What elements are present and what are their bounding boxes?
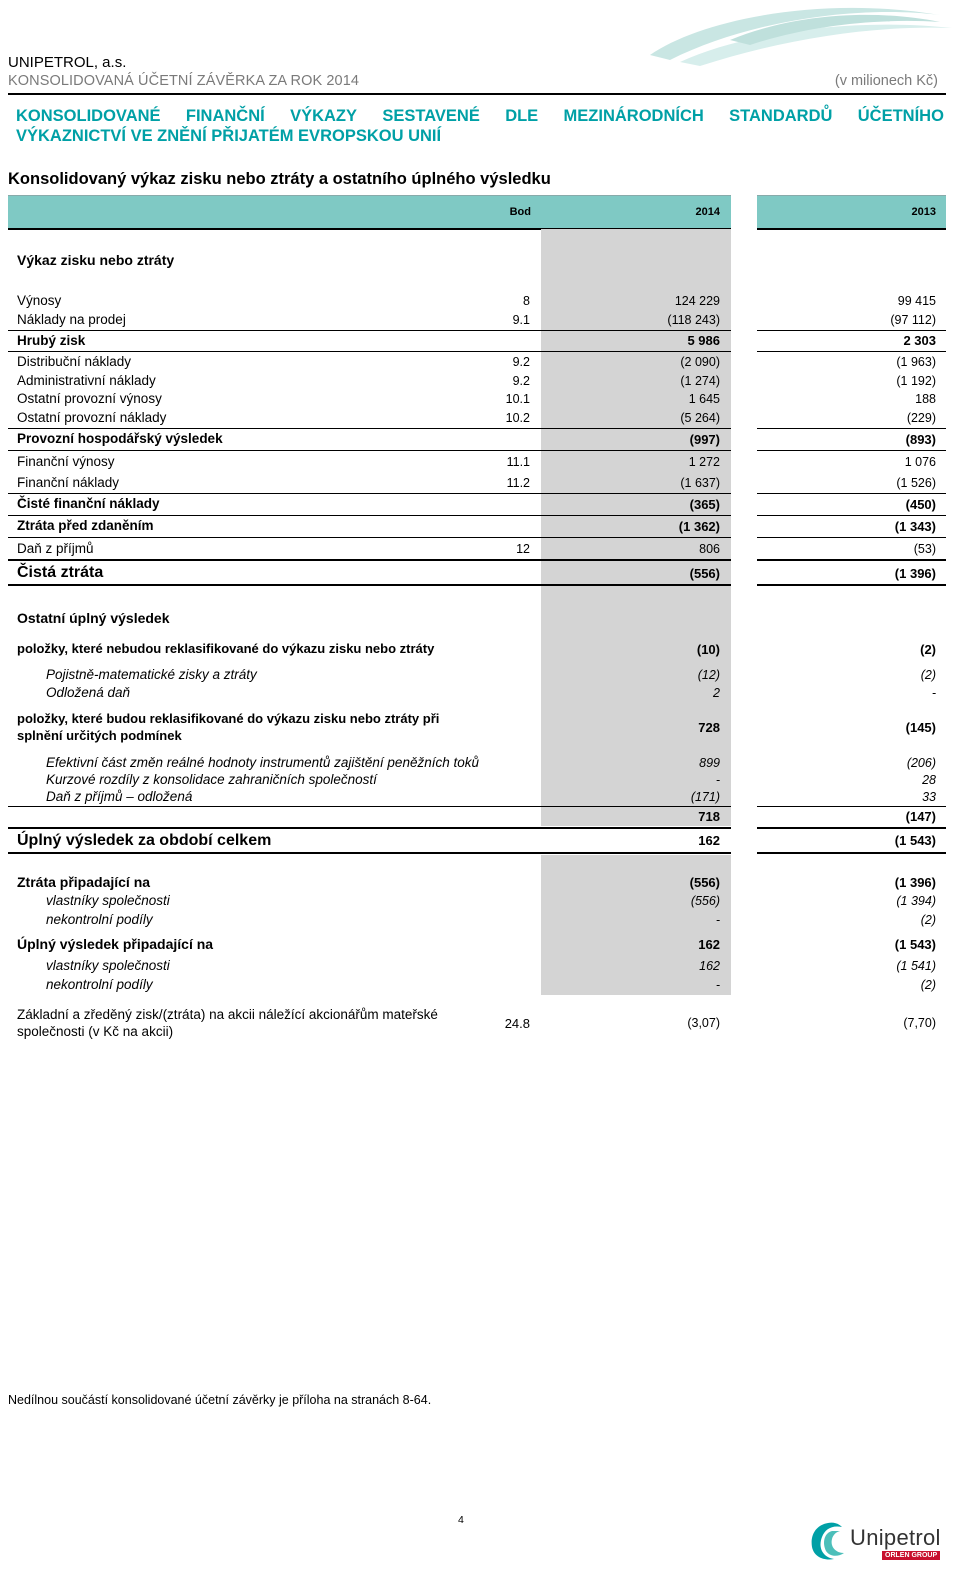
section-heading-line2: VÝKAZNICTVÍ VE ZNĚNÍ PŘIJATÉM EVROPSKOU UNIÍ: [16, 127, 442, 145]
row-value-2014: (3,07): [687, 1016, 720, 1030]
row-note: 9.1: [512, 313, 530, 327]
unipetrol-logo: [806, 1505, 946, 1565]
row-rule: [8, 584, 731, 586]
row-rule: [757, 351, 946, 352]
row-value-2014: (5 264): [680, 411, 720, 425]
row-label: Hrubý zisk: [17, 333, 86, 348]
row-rule: [8, 330, 731, 331]
row-value-2013: (1 396): [894, 566, 936, 581]
row-value-2013: (1 543): [894, 937, 936, 952]
row-label: Pojistně-matematické zisky a ztráty: [46, 667, 257, 682]
row-value-2013: (2): [920, 978, 936, 992]
row-rule: [8, 852, 731, 854]
row-value-2013: 1 076: [904, 455, 936, 469]
row-value-2014: (365): [689, 497, 720, 512]
row-value-2013: 188: [915, 392, 936, 406]
row-rule: [757, 537, 946, 538]
row-label: Úplný výsledek připadající na: [17, 936, 214, 952]
row-value-2014: (556): [689, 875, 720, 890]
row-value-2014: (997): [689, 432, 720, 447]
row-note: 24.8: [504, 1016, 530, 1031]
row-rule: [8, 428, 731, 429]
report-title: KONSOLIDOVANÁ ÚČETNÍ ZÁVĚRKA ZA ROK 2014: [8, 73, 360, 89]
row-value-2013: (2): [920, 668, 936, 682]
row-value-2013: (1 192): [896, 374, 936, 388]
row-rule: [757, 806, 946, 807]
row-note: 9.2: [512, 355, 530, 369]
row-label: Ztráta připadající na: [17, 874, 151, 890]
row-value-2014: (118 243): [667, 313, 720, 327]
row-note: 12: [516, 542, 530, 556]
row-rule: [757, 852, 946, 854]
row-note: 8: [523, 294, 530, 308]
row-value-2013: (1 526): [896, 476, 936, 490]
row-value-2014: 1 272: [688, 455, 720, 469]
row-label: Čisté finanční náklady: [17, 496, 160, 511]
row-value-2014: (556): [689, 566, 720, 581]
row-label: nekontrolní podíly: [46, 912, 153, 927]
row-value-2013: -: [931, 686, 936, 700]
footer-note: Nedílnou součástí konsolidované účetní závěrky je příloha na stranách 8-64.: [8, 1393, 432, 1407]
table-header-left: [8, 195, 731, 230]
logo-tag: ORLEN GROUP: [882, 1551, 940, 1560]
row-rule: [8, 351, 731, 352]
row-value-2014: 899: [699, 756, 720, 770]
row-label: Efektivní část změn reálné hodnoty instrumentů zajištění peněžních toků: [46, 755, 479, 770]
row-value-2014: (10): [696, 642, 720, 657]
row-rule: [8, 515, 731, 516]
row-rule: [757, 559, 946, 561]
row-label: Finanční výnosy: [17, 454, 115, 469]
row-label-cont: splnění určitých podmínek: [17, 728, 182, 743]
row-rule: [757, 827, 946, 829]
row-label: Provozní hospodářský výsledek: [17, 431, 223, 446]
row-label: položky, které budou reklasifikované do výkazu zisku nebo ztráty při: [17, 711, 440, 726]
row-value-2013: 33: [922, 790, 936, 804]
row-value-2013: (206): [906, 756, 936, 770]
row-value-2014: 124 229: [674, 294, 720, 308]
row-value-2013: (7,70): [903, 1016, 936, 1030]
row-label: Náklady na prodej: [17, 312, 126, 327]
row-rule: [8, 537, 731, 538]
row-label: Ostatní provozní náklady: [17, 410, 167, 425]
row-label: Finanční náklady: [17, 475, 120, 490]
row-note: 11.1: [506, 455, 530, 469]
section-heading: [16, 106, 944, 146]
row-label: Výkaz zisku nebo ztráty: [17, 252, 175, 268]
logo-swirl-icon: [808, 1519, 848, 1563]
row-value-2013: (2): [920, 642, 936, 657]
row-value-2014: 2: [713, 686, 720, 700]
row-value-2013: (1 343): [894, 519, 936, 534]
row-value-2013: (1 963): [896, 355, 936, 369]
row-value-2013: 99 415: [897, 294, 936, 308]
row-label-cont: společnosti (v Kč na akcii): [17, 1024, 174, 1039]
row-value-2014: 728: [698, 720, 720, 735]
header-rule: [8, 93, 946, 95]
row-label: Čistá ztráta: [17, 564, 104, 581]
row-label: Úplný výsledek za období celkem: [17, 832, 272, 849]
logo-name: Unipetrol: [850, 1525, 941, 1550]
row-value-2013: (97 112): [890, 313, 936, 327]
row-value-2014: -: [715, 913, 720, 927]
row-value-2013: (1 543): [894, 833, 936, 848]
row-value-2014: 162: [698, 937, 720, 952]
section-heading-line1: KONSOLIDOVANÉ FINANČNÍ VÝKAZY SESTAVENÉ DLE MEZINÁRODNÍCH STANDARDŮ ÚČETNÍHO: [16, 107, 944, 125]
row-label: Daň z příjmů – odložená: [46, 789, 193, 804]
row-label: Odložená daň: [46, 685, 131, 700]
row-value-2014: (556): [690, 894, 720, 908]
row-value-2014: (1 637): [680, 476, 720, 490]
row-value-2014: (2 090): [680, 355, 720, 369]
row-value-2014: 806: [699, 542, 720, 556]
row-rule: [757, 428, 946, 429]
row-value-2013: 28: [922, 773, 936, 787]
row-value-2013: (147): [905, 809, 936, 824]
row-label: Ostatní provozní výnosy: [17, 391, 162, 406]
row-label: nekontrolní podíly: [46, 977, 153, 992]
row-label: Základní a zředěný zisk/(ztráta) na akcii náležící akcionářům mateřské: [17, 1007, 438, 1022]
row-label: Ostatní úplný výsledek: [17, 610, 170, 626]
row-label: Administrativní náklady: [17, 373, 156, 388]
row-rule: [8, 806, 731, 807]
col-header-2013: 2013: [911, 206, 936, 218]
row-value-2013: (145): [905, 720, 936, 735]
row-label: Daň z příjmů: [17, 541, 94, 556]
row-rule: [8, 450, 731, 451]
row-value-2013: (229): [906, 411, 936, 425]
row-label: položky, které nebudou reklasifikované do výkazu zisku nebo ztráty: [17, 641, 435, 656]
row-value-2013: (1 541): [896, 959, 936, 973]
row-note: 10.2: [505, 411, 530, 425]
row-note: 11.2: [506, 476, 530, 490]
row-rule: [757, 493, 946, 494]
row-label: Kurzové rozdíly z konsolidace zahraničních společností: [46, 772, 377, 787]
table-header-right: [757, 195, 946, 230]
row-label: vlastníky společnosti: [46, 893, 170, 908]
row-value-2013: 2 303: [903, 333, 936, 348]
row-value-2013: (53): [913, 542, 936, 556]
row-value-2014: (12): [697, 668, 720, 682]
row-rule: [757, 450, 946, 451]
row-value-2014: 5 986: [687, 333, 720, 348]
row-value-2014: 1 645: [688, 392, 720, 406]
row-value-2013: (893): [905, 432, 936, 447]
units-label: (v milionech Kč): [834, 73, 938, 89]
row-value-2014: -: [715, 773, 720, 787]
row-value-2014: -: [715, 978, 720, 992]
statement-title: Konsolidovaný výkaz zisku nebo ztráty a ostatního úplného výsledku: [8, 170, 551, 188]
row-rule: [757, 584, 946, 586]
col-header-note: Bod: [509, 206, 531, 218]
row-rule: [8, 559, 731, 561]
row-value-2014: 718: [698, 809, 720, 824]
row-rule: [757, 515, 946, 516]
row-value-2014: 162: [699, 959, 720, 973]
page-number: 4: [458, 1514, 464, 1526]
col-header-2014: 2014: [695, 206, 720, 218]
row-value-2014: (171): [690, 790, 720, 804]
row-value-2014: 162: [698, 833, 720, 848]
company-name: UNIPETROL, a.s.: [8, 54, 127, 71]
row-label: Ztráta před zdaněním: [17, 518, 154, 533]
row-value-2013: (1 396): [894, 875, 936, 890]
row-rule: [757, 330, 946, 331]
row-value-2014: (1 274): [680, 374, 720, 388]
row-note: 10.1: [505, 392, 530, 406]
row-label: Výnosy: [17, 293, 62, 308]
row-value-2014: (1 362): [678, 519, 720, 534]
row-rule: [8, 827, 731, 829]
row-label: vlastníky společnosti: [46, 958, 170, 973]
row-value-2013: (2): [920, 913, 936, 927]
row-value-2013: (1 394): [896, 894, 936, 908]
row-note: 9.2: [512, 374, 530, 388]
row-value-2013: (450): [905, 497, 936, 512]
row-rule: [8, 493, 731, 494]
swirl-decoration: [640, 0, 960, 70]
row-label: Distribuční náklady: [17, 354, 132, 369]
